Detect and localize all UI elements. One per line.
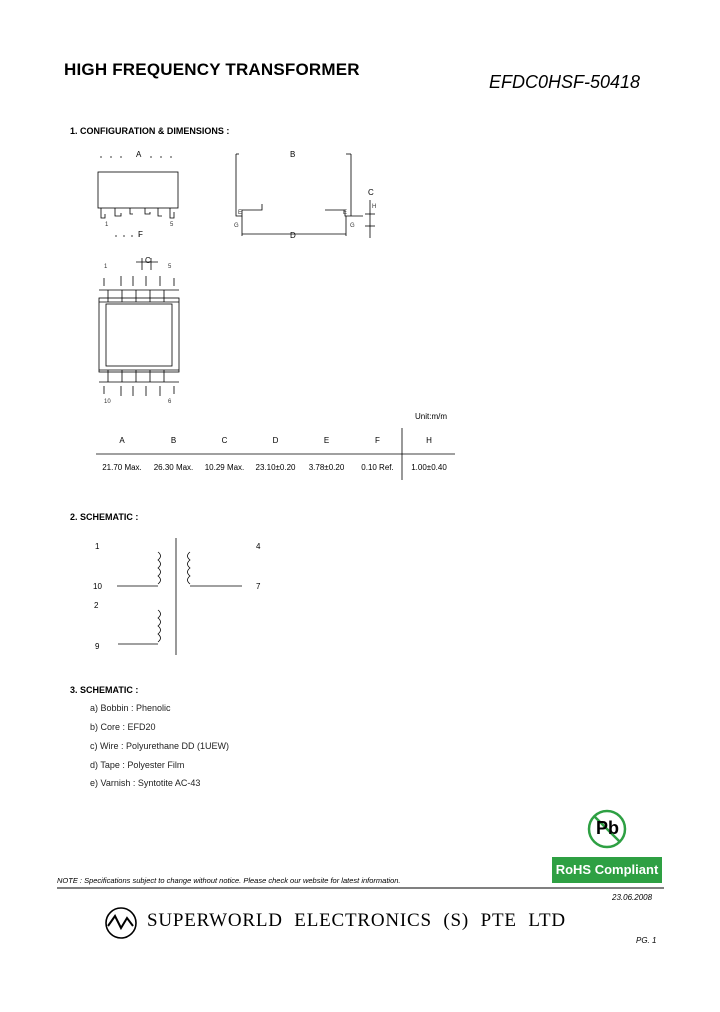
table-cell: 10.29 Max.: [204, 463, 245, 472]
table-header-cell: F: [375, 436, 380, 445]
table-cell: 21.70 Max.: [102, 463, 142, 472]
schematic-pin-9: 9: [95, 642, 100, 651]
pb-symbol-text: Pb: [596, 818, 620, 838]
material-item: b) Core : EFD20: [90, 722, 156, 732]
table-header-cell: H: [426, 436, 432, 445]
section-schematic-heading: 2. SCHEMATIC :: [70, 512, 139, 522]
table-header-cell: B: [170, 436, 177, 445]
dim-label-h: H: [372, 204, 377, 210]
pin-label-6-top: 6: [168, 399, 172, 405]
rohs-compliant-badge: RoHS Compliant: [552, 857, 662, 883]
schematic-pin-2: 2: [94, 601, 99, 610]
material-item: d) Tape : Polyester Film: [90, 760, 185, 770]
document-date: 23.06.2008: [612, 893, 653, 902]
table-cell: 0.10 Ref.: [361, 463, 394, 472]
dim-label-c-top: C: [145, 256, 151, 265]
company-logo: [106, 908, 136, 938]
section-materials-heading: 3. SCHEMATIC :: [70, 685, 139, 695]
dim-label-e-left: E: [238, 210, 243, 216]
pin-label-5-top: 5: [168, 264, 172, 270]
table-header-row: [96, 427, 455, 454]
top-view-drawing: [99, 258, 179, 396]
table-header-cell: A: [119, 436, 125, 445]
dim-label-d: D: [290, 231, 296, 240]
dim-label-g-left: G: [234, 223, 239, 229]
table-header-cell: D: [272, 436, 279, 445]
table-header-cell: E: [323, 436, 330, 445]
dimension-table: [96, 427, 455, 481]
table-header-cell: C: [221, 436, 228, 445]
pin-label-5-front: 5: [170, 222, 174, 228]
page-number: PG. 1: [636, 936, 657, 945]
dim-label-a: A: [136, 150, 142, 159]
schematic-pin-7: 7: [256, 582, 261, 591]
dim-label-c: C: [368, 188, 374, 197]
schematic-pin-1: 1: [95, 542, 100, 551]
pin-label-1-top: 1: [104, 264, 108, 270]
dim-label-f: F: [138, 230, 143, 239]
part-number: EFDC0HSF-50418: [489, 72, 641, 92]
table-cell: 23.10±0.20: [255, 463, 296, 472]
schematic-pin-4: 4: [256, 542, 261, 551]
section-configuration-heading: 1. CONFIGURATION & DIMENSIONS :: [70, 126, 230, 136]
pin-label-10-top: 10: [104, 399, 111, 405]
material-item: e) Varnish : Syntotite AC-43: [90, 778, 201, 788]
specification-note: NOTE : Specifications subject to change without notice. Please check our website for latest information.: [57, 876, 401, 885]
schematic-drawing: [117, 538, 242, 655]
table-row: [96, 454, 455, 481]
front-view-drawing: [98, 157, 178, 236]
unit-label: Unit:m/m: [415, 412, 447, 421]
company-name: SUPERWORLD ELECTRONICS (S) PTE LTD: [147, 910, 566, 931]
material-item: a) Bobbin : Phenolic: [90, 703, 171, 713]
pin-label-1-front: 1: [105, 222, 109, 228]
table-cell: 3.78±0.20: [308, 463, 345, 472]
dim-label-g-right: G: [350, 223, 355, 229]
dim-label-e-right: E: [343, 210, 348, 216]
material-item: c) Wire : Polyurethane DD (1UEW): [90, 741, 230, 751]
document-title: HIGH FREQUENCY TRANSFORMER: [64, 60, 360, 79]
dim-label-b: B: [290, 150, 296, 159]
schematic-pin-10: 10: [93, 582, 102, 591]
table-cell: 26.30 Max.: [153, 463, 194, 472]
table-cell: 1.00±0.40: [411, 463, 447, 472]
